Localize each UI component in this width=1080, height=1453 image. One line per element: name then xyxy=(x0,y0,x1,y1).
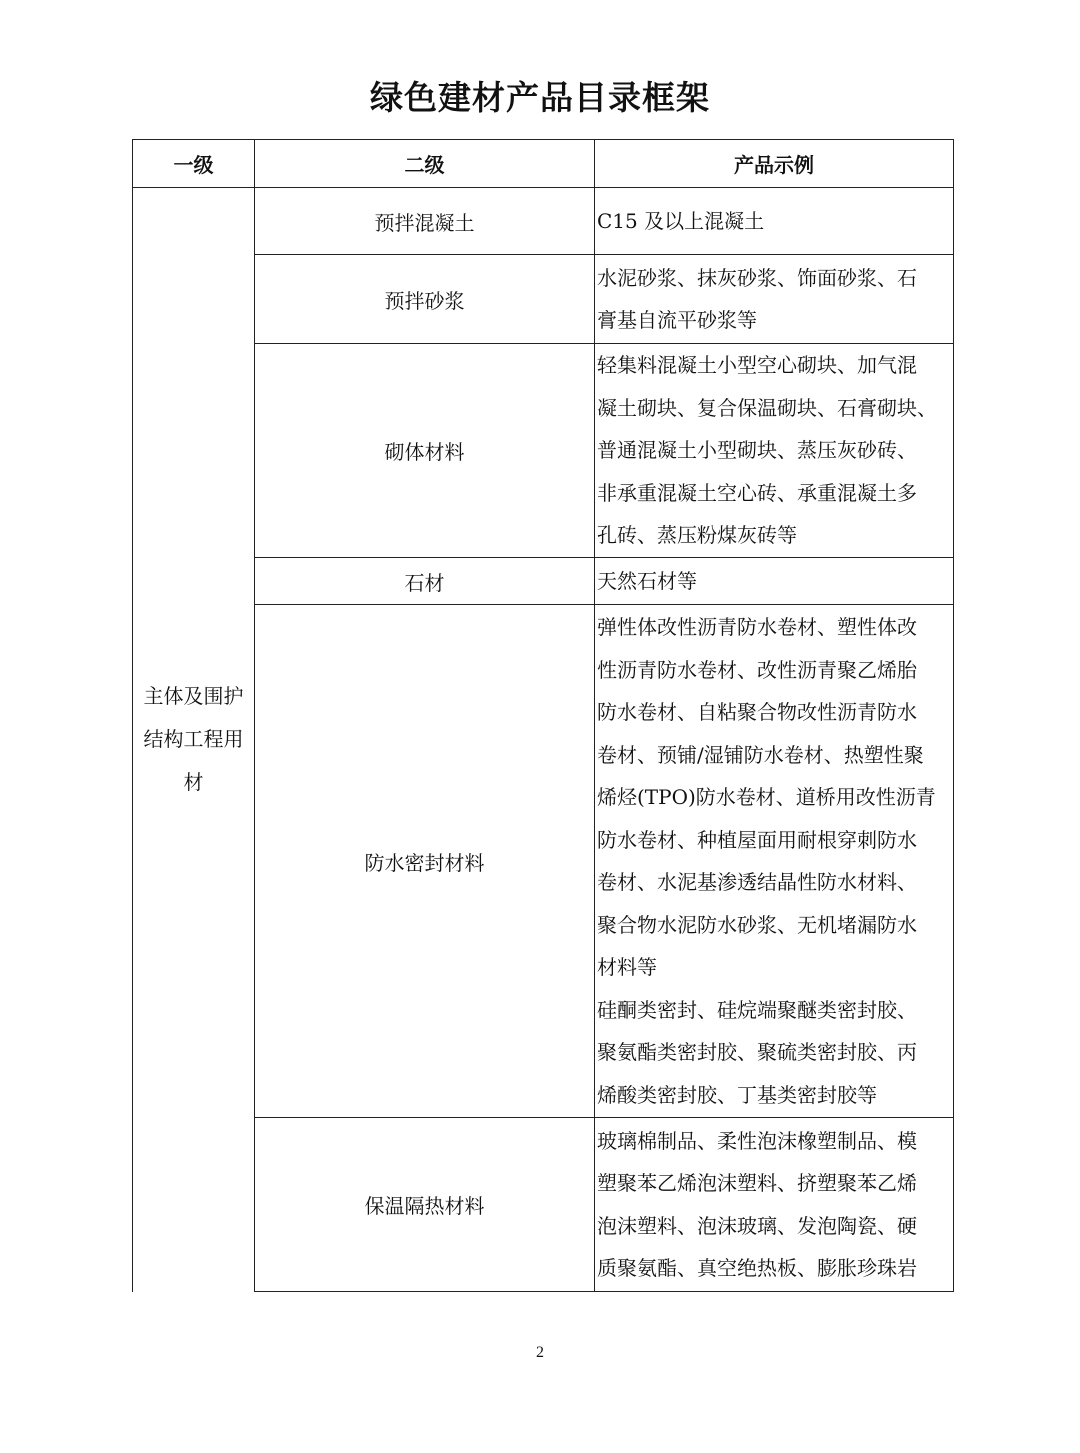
page-number: 2 xyxy=(536,1344,544,1361)
product-example-line: 防水卷材、种植屋面用耐根穿刺防水 xyxy=(597,827,917,852)
product-example-line: 卷材、水泥基渗透结晶性防水材料、 xyxy=(597,870,917,894)
product-example-line: 凝土砌块、复合保温砌块、石膏砌块、 xyxy=(597,395,937,420)
product-example-line: 玻璃棉制品、柔性泡沫橡塑制品、模 xyxy=(597,1128,917,1153)
level2-category-cell: 预拌混凝土 xyxy=(255,188,595,255)
product-example-line: 卷材、预铺/湿铺防水卷材、热塑性聚 xyxy=(597,742,924,767)
product-example-line: 防水卷材、自粘聚合物改性沥青防水 xyxy=(597,700,917,724)
product-example-line: 烯酸类密封胶、丁基类密封胶等 xyxy=(597,1082,877,1107)
table-row xyxy=(133,1118,954,1292)
level2-category-cell: 预拌砂浆 xyxy=(255,255,595,344)
product-example-line: 性沥青防水卷材、改性沥青聚乙烯胎 xyxy=(597,657,917,682)
product-example-line: 水泥砂浆、抹灰砂浆、饰面砂浆、石 xyxy=(597,265,917,290)
level1-category-line: 主体及围护 xyxy=(143,684,244,709)
product-example-line: 烯烃(TPO)防水卷材、道桥用改性沥青 xyxy=(597,785,936,809)
level2-category-cell: 防水密封材料 xyxy=(255,605,595,1118)
table-row xyxy=(133,558,954,605)
table-header-row xyxy=(133,140,954,188)
product-example-line: 质聚氨酯、真空绝热板、膨胀珍珠岩 xyxy=(597,1256,917,1280)
header-examples: 产品示例 xyxy=(595,140,954,188)
product-examples-cell xyxy=(595,558,954,605)
product-example-line: 泡沫塑料、泡沫玻璃、发泡陶瓷、硬 xyxy=(597,1213,917,1238)
product-example-line: 轻集料混凝土小型空心砌块、加气混 xyxy=(597,353,917,378)
catalog-table xyxy=(132,139,954,1292)
product-examples-cell xyxy=(595,1118,954,1292)
product-example-line: 塑聚苯乙烯泡沫塑料、挤塑聚苯乙烯 xyxy=(597,1171,917,1195)
product-example-line: 聚氨酯类密封胶、聚硫类密封胶、丙 xyxy=(597,1040,917,1064)
page-title: 绿色建材产品目录框架 xyxy=(370,78,710,117)
level1-category-line: 材 xyxy=(183,770,204,795)
level2-category-cell: 砌体材料 xyxy=(255,344,595,558)
table-row xyxy=(133,344,954,558)
header-level2: 二级 xyxy=(255,140,595,188)
product-example-line: C15 及以上混凝土 xyxy=(597,208,765,233)
product-examples-cell xyxy=(595,255,954,344)
product-example-line: 硅酮类密封、硅烷端聚醚类密封胶、 xyxy=(597,997,917,1022)
table-row xyxy=(133,255,954,344)
product-examples-cell xyxy=(595,344,954,558)
product-example-line: 普通混凝土小型砌块、蒸压灰砂砖、 xyxy=(597,438,917,463)
product-example-line: 非承重混凝土空心砖、承重混凝土多 xyxy=(597,480,917,505)
level2-category-cell: 保温隔热材料 xyxy=(255,1118,595,1292)
table-body xyxy=(133,188,954,1292)
product-examples-cell xyxy=(595,188,954,255)
product-example-line: 膏基自流平砂浆等 xyxy=(597,308,757,332)
product-examples-cell xyxy=(595,605,954,1118)
product-example-line: 天然石材等 xyxy=(597,568,697,593)
table-row xyxy=(133,188,954,255)
level1-category-cell xyxy=(133,188,255,1292)
product-example-line: 聚合物水泥防水砂浆、无机堵漏防水 xyxy=(597,912,917,937)
product-example-line: 材料等 xyxy=(597,955,657,979)
level1-category-line: 结构工程用 xyxy=(143,727,244,752)
product-example-line: 孔砖、蒸压粉煤灰砖等 xyxy=(597,523,797,548)
table-row xyxy=(133,605,954,1118)
header-level1: 一级 xyxy=(133,140,255,188)
product-example-line: 弹性体改性沥青防水卷材、塑性体改 xyxy=(597,615,917,639)
level2-category-cell: 石材 xyxy=(255,558,595,605)
